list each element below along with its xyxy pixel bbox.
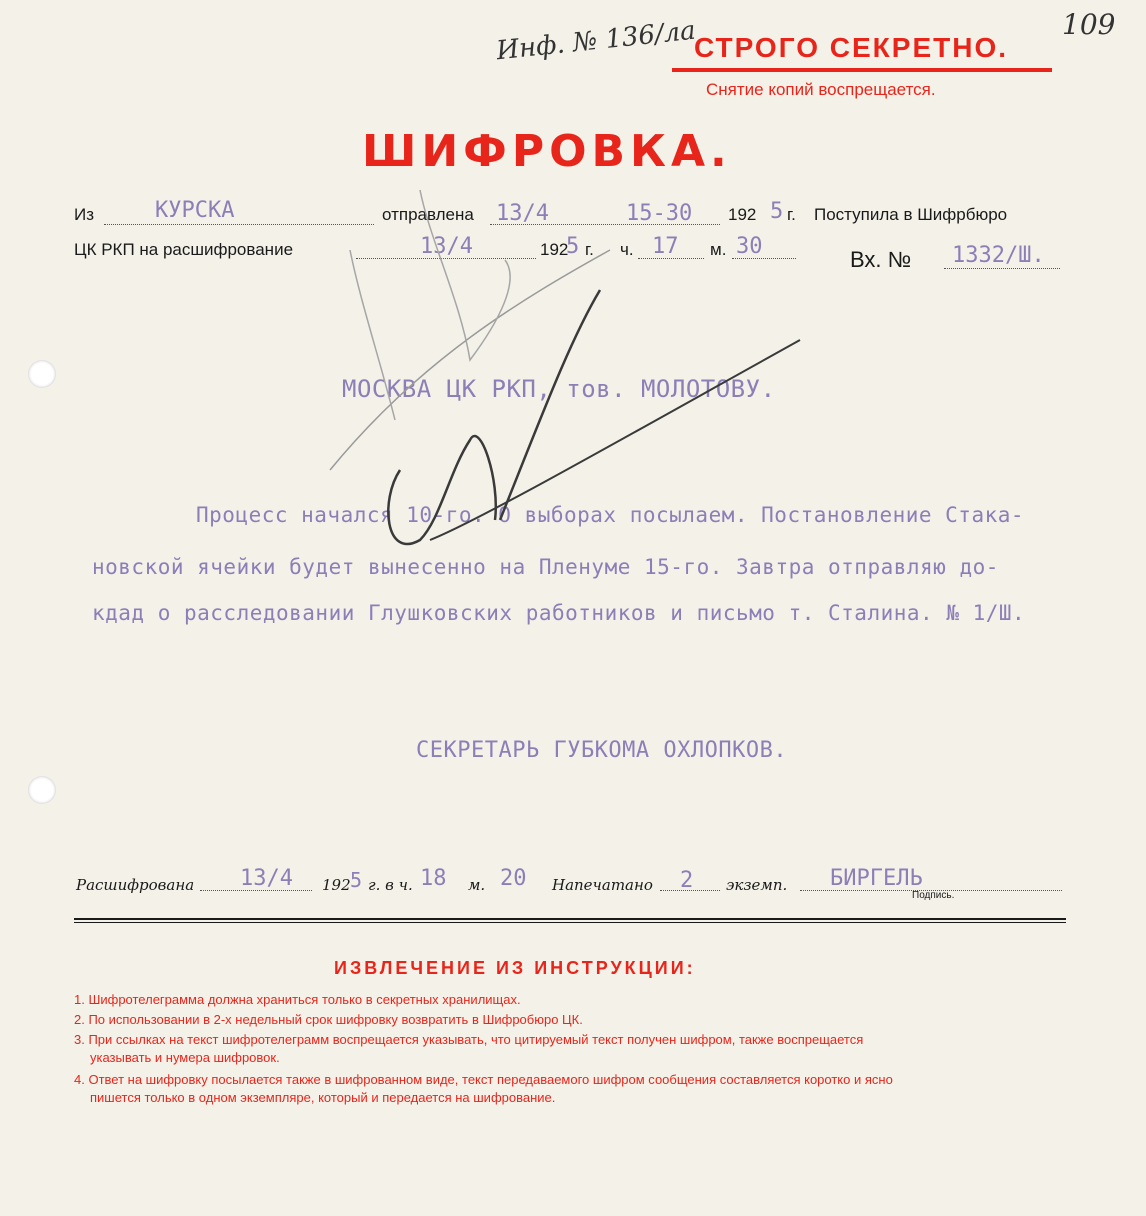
decrypted-date-value: 13/4 (240, 866, 293, 891)
message-line-1: Процесс начался 10-го. О выборах посылаем. Постановление Стака- (196, 503, 1025, 527)
printed-copies-value: 2 (680, 868, 694, 893)
incoming-number-label: Вх. № (850, 247, 912, 272)
page-number: 109 (1062, 8, 1116, 41)
instruction-item: 4. Ответ на шифровку посылается также в шифрованном виде, текст передаваемого шифром сообщения составляется коротко и ясно (74, 1072, 893, 1087)
secrecy-underline-bar (672, 68, 1052, 72)
decrypted-label: Расшифрована (76, 876, 195, 894)
instructions-heading: ИЗВЛЕЧЕНИЕ ИЗ ИНСТРУКЦИИ: (334, 958, 696, 978)
decryption-date-value: 13/4 (420, 234, 473, 259)
from-underline (104, 224, 374, 225)
separator-line (74, 922, 1066, 923)
decryptor-name: БИРГЕЛЬ (830, 866, 923, 891)
instruction-item-continued: пишется только в одном экземпляре, который и передается на шифрование. (90, 1090, 556, 1105)
decryption-year-prefix: 192 (540, 240, 569, 259)
decryption-year-suffix: г. (585, 240, 594, 259)
sent-year-suffix: г. (787, 205, 796, 224)
addressee: МОСКВА ЦК РКП, тов. МОЛОТОВУ. (342, 375, 776, 403)
decryption-year-digit: 5 (566, 234, 580, 259)
secrecy-heading: СТРОГО СЕКРЕТНО. (694, 32, 1008, 63)
incoming-number-underline (944, 268, 1060, 269)
decryption-label: ЦК РКП на расшифрование (74, 240, 294, 259)
printed-label: Напечатано (552, 876, 653, 894)
pencil-stroke (500, 290, 600, 520)
from-label: Из (74, 205, 95, 224)
sent-year-digit: 5 (770, 199, 784, 224)
copy-prohibited-note: Снятие копий воспрещается. (706, 80, 936, 99)
decrypted-hour-value: 18 (420, 866, 447, 891)
copies-label: экземп. (726, 876, 788, 894)
minute-label: м. (710, 240, 727, 259)
received-bureau-label: Поступила в Шифрбюро (814, 205, 1008, 224)
signature-caption: Подпись. (912, 890, 955, 901)
decrypted-year-digit: 5 (350, 868, 363, 892)
decrypted-minute-value: 20 (500, 866, 527, 891)
decrypted-minute-label: м. (468, 876, 486, 894)
instruction-item-continued: указывать и нумера шифровок. (90, 1050, 280, 1065)
message-line-2: новской ячейки будет вынесенно на Пленуме 15-го. Завтра отправляю до- (92, 555, 999, 579)
instruction-item: 3. При ссылках на текст шифротелеграмм воспрещается указывать, что цитируемый текст получен шифром, также воспрещается (74, 1032, 864, 1047)
separator-line (74, 918, 1066, 920)
minute-value: 30 (736, 234, 763, 259)
handwritten-reference-note: Инф. № 136/ла (494, 15, 698, 67)
punch-hole (28, 360, 56, 388)
sent-label: отправлена (382, 205, 474, 224)
hour-label: ч. (620, 240, 634, 259)
pencil-stroke (330, 250, 610, 470)
incoming-number-value: 1332/Ш. (952, 243, 1045, 268)
sent-time-value: 15-30 (626, 201, 693, 226)
instruction-item: 2. По использовании в 2-х недельный срок шифровку возвратить в Шифробюро ЦК. (74, 1012, 583, 1027)
decrypted-year-prefix: 192 (322, 876, 351, 894)
punch-hole (28, 776, 56, 804)
decrypted-hour-label: г. в ч. (368, 876, 413, 894)
sent-year-prefix: 192 (728, 205, 757, 224)
sent-date-value: 13/4 (496, 201, 549, 226)
instruction-item: 1. Шифротелеграмма должна храниться только в секретных хранилищах. (74, 992, 521, 1007)
hour-value: 17 (652, 234, 679, 259)
from-value: КУРСКА (155, 198, 235, 223)
pencil-stroke (388, 436, 495, 544)
sender-signature: СЕКРЕТАРЬ ГУБКОМА ОХЛОПКОВ. (416, 738, 788, 763)
page-title: ШИФРОВКА. (362, 126, 732, 177)
message-line-3: кдад о расследовании Глушковских работников и письмо т. Сталина. № 1/Ш. (92, 601, 1026, 625)
